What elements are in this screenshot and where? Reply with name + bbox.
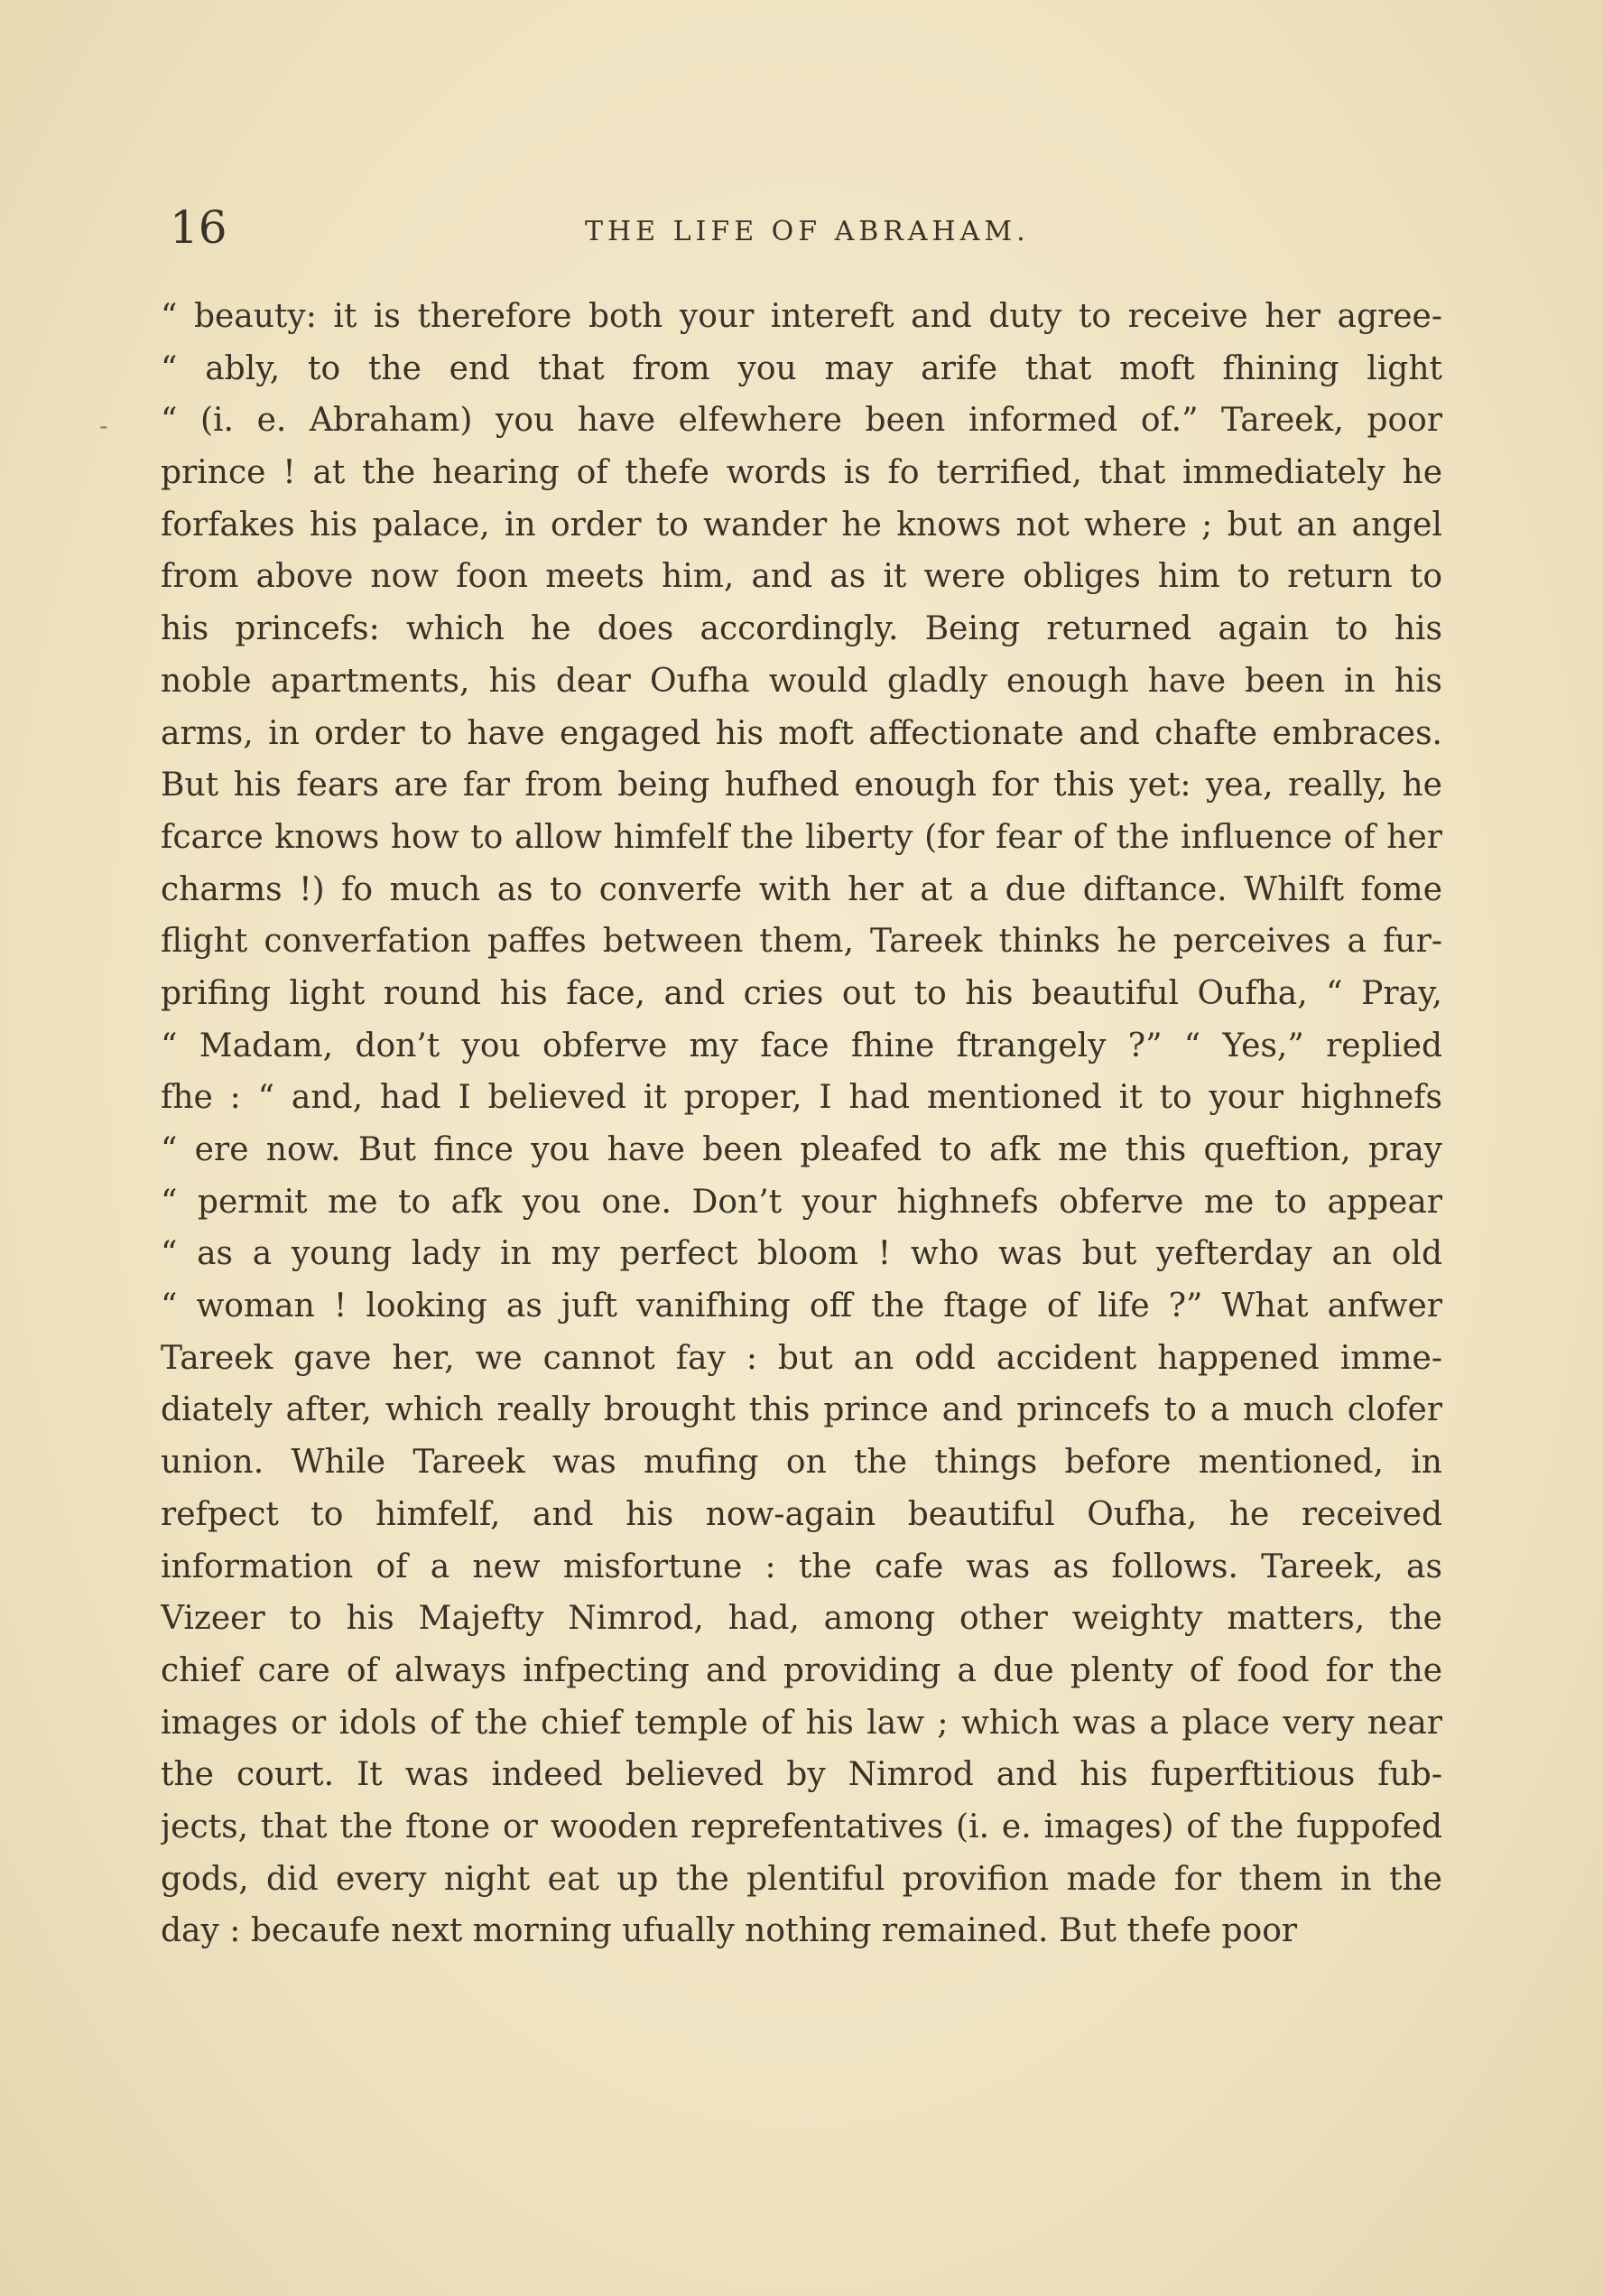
text-line: refpect to himfelf, and his now-again beautiful Oufha, he received	[161, 1495, 1442, 1533]
text-line: fcarce knows how to allow himfelf the liberty (for fear of the influence of her	[161, 818, 1442, 856]
text-line: “ permit me to afk you one. Don’t your highnefs obferve me to appear	[161, 1183, 1442, 1221]
running-head: THE LIFE OF ABRAHAM.	[585, 216, 1030, 247]
text-line: “ (i. e. Abraham) you have elfewhere been informed of.” Tareek, poor	[161, 402, 1442, 440]
text-line: charms !) fo much as to converfe with her at a due diftance. Whilft fome	[161, 870, 1442, 908]
margin-dash: -	[99, 411, 108, 441]
text-line: prince ! at the hearing of thefe words is fo terrified, that immediately he	[161, 454, 1442, 492]
text-line: prifing light round his face, and cries out to his beautiful Oufha, “ Pray,	[161, 974, 1442, 1012]
page-number: 16	[170, 201, 227, 254]
text-line: Tareek gave her, we cannot fay : but an odd accident happened imme-	[161, 1339, 1442, 1377]
text-line: the court. It was indeed believed by Nimrod and his fuperftitious fub-	[161, 1756, 1442, 1794]
text-line: Vizeer to his Majefty Nimrod, had, among other weighty matters, the	[161, 1600, 1442, 1638]
text-line: gods, did every night eat up the plentiful provifion made for them in the	[161, 1860, 1442, 1898]
body-text	[161, 291, 1442, 1957]
text-line: noble apartments, his dear Oufha would gladly enough have been in his	[161, 662, 1442, 700]
text-line: his princefs: which he does accordingly. Being returned again to his	[161, 610, 1442, 648]
text-line: arms, in order to have engaged his moft affectionate and chafte embraces.	[161, 714, 1442, 752]
text-line: “ as a young lady in my perfect bloom ! who was but yefterday an old	[161, 1235, 1442, 1273]
text-line: flight converfation paffes between them, Tareek thinks he perceives a fur-	[161, 923, 1442, 961]
text-line: But his fears are far from being hufhed enough for this yet: yea, really, he	[161, 767, 1442, 804]
text-line: day : becaufe next morning ufually nothing remained. But thefe poor	[161, 1912, 1298, 1950]
text-line: “ ably, to the end that from you may arife that moft fhining light	[161, 349, 1442, 387]
text-line: “ woman ! looking as juft vanifhing off the ftage of life ?” What anfwer	[161, 1287, 1442, 1325]
text-line: “ beauty: it is therefore both your intereft and duty to receive her agree-	[161, 298, 1442, 335]
text-line: information of a new misfortune : the cafe was as follows. Tareek, as	[161, 1548, 1442, 1585]
text-line: diately after, which really brought this prince and princefs to a much clofer	[161, 1391, 1442, 1429]
text-line: jects, that the ftone or wooden reprefentatives (i. e. images) of the fuppofed	[161, 1808, 1442, 1845]
text-line: chief care of always infpecting and providing a due plenty of food for the	[161, 1651, 1442, 1689]
text-line: fhe : “ and, had I believed it proper, I had mentioned it to your highnefs	[161, 1079, 1442, 1117]
text-line: “ Madam, don’t you obferve my face fhine ftrangely ?” “ Yes,” replied	[161, 1027, 1442, 1064]
text-line: “ ere now. But fince you have been pleafed to afk me this queftion, pray	[161, 1131, 1442, 1168]
text-line: images or idols of the chief temple of his law ; which was a place very near	[161, 1704, 1442, 1742]
text-line: union. While Tareek was mufing on the things before mentioned, in	[161, 1444, 1442, 1482]
text-line: forfakes his palace, in order to wander he knows not where ; but an angel	[161, 506, 1442, 544]
page-header	[170, 200, 1451, 255]
text-line: from above now foon meets him, and as it were obliges him to return to	[161, 558, 1442, 596]
